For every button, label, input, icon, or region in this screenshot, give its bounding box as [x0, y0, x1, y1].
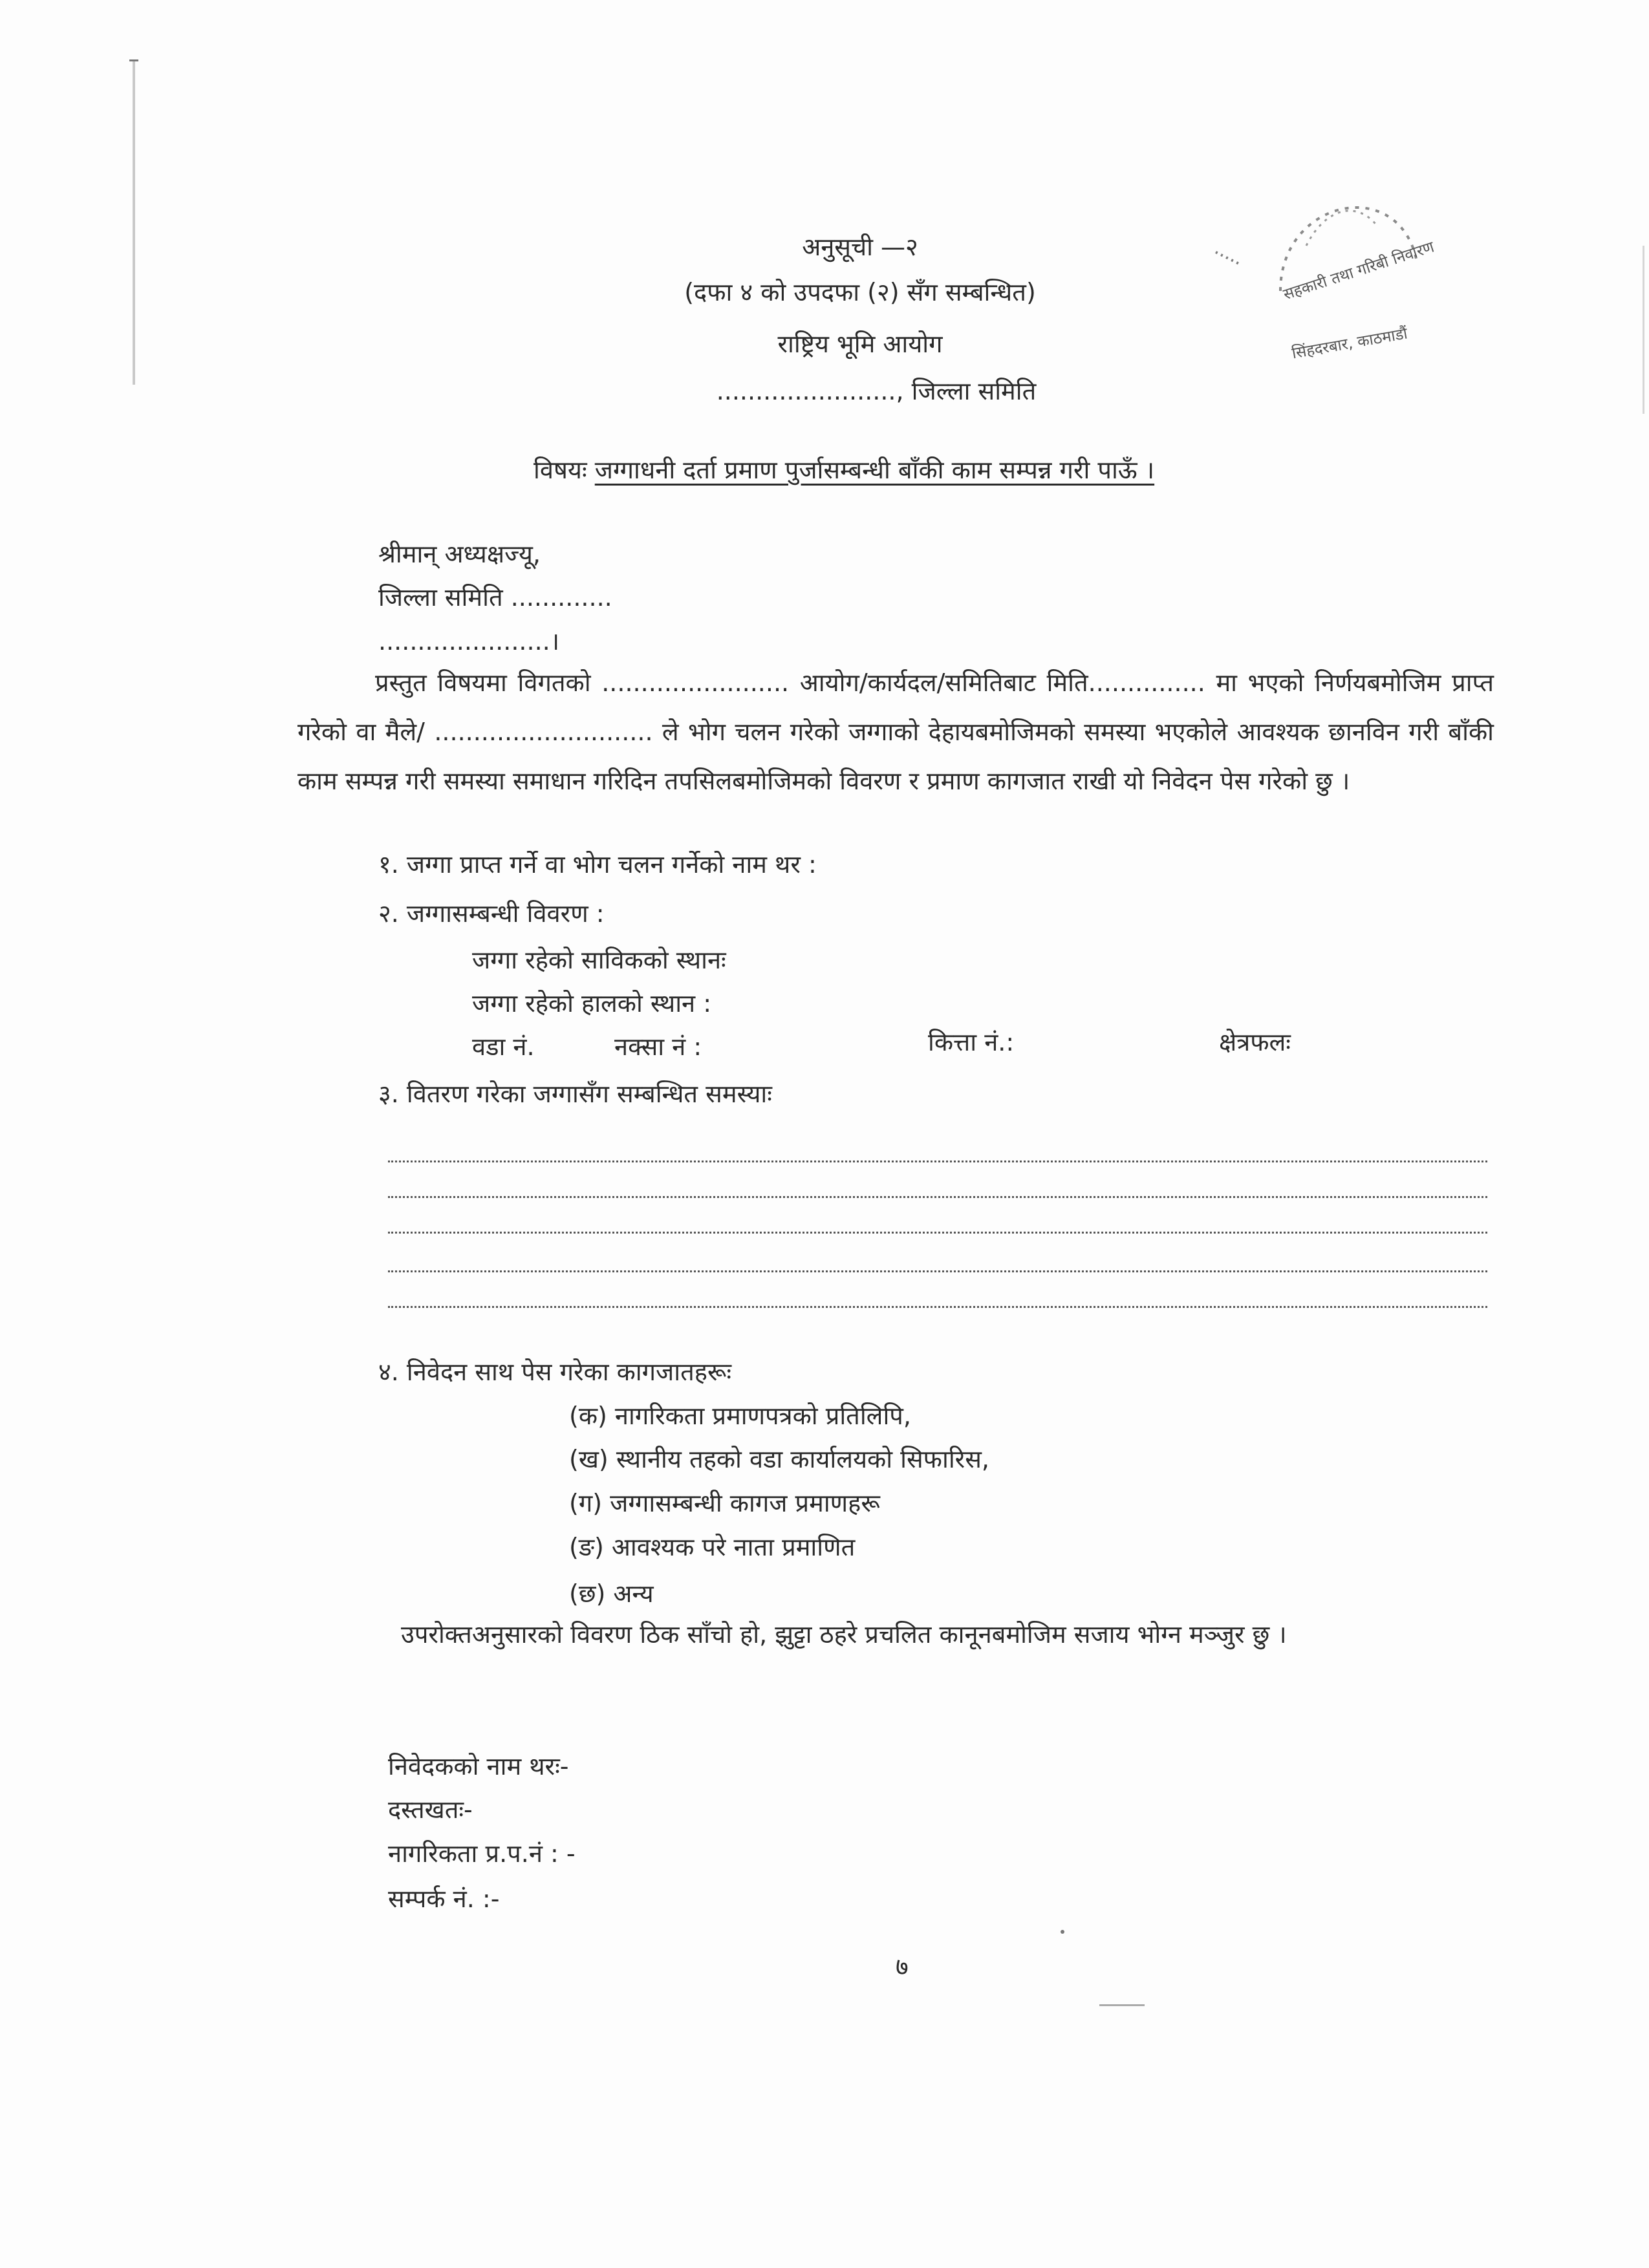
stamp-text-1: सहकारी तथा गरिबी निवारण: [1280, 237, 1437, 304]
blank-line: [388, 1232, 1487, 1234]
salutation: श्रीमान् अध्यक्षज्यू,: [378, 540, 541, 568]
subject-label: विषयः: [534, 456, 587, 484]
blank-line: [388, 1306, 1487, 1308]
page-number: ७: [896, 1952, 909, 1981]
subject-text: जग्गाधनी दर्ता प्रमाण पुर्जासम्बन्धी बाँकी काम सम्पन्न गरी पाऊँ ।: [594, 456, 1155, 484]
office-stamp: [1203, 149, 1474, 394]
blank-line: [388, 1270, 1487, 1272]
applicant-name: निवेदकको नाम थरः-: [388, 1752, 569, 1781]
ward-label: वडा नं.: [472, 1032, 535, 1061]
citizenship-number: नागरिकता प्र.प.नं : -: [388, 1839, 576, 1868]
item-2-former-location: जग्गा रहेको साविकको स्थानः: [472, 946, 726, 974]
declaration: उपरोक्तअनुसारको विवरण ठिक साँचो हो, झुट्टा ठहरे प्रचलित कानूनबमोजिम सजाय भोग्न मञ्जुर छु ।: [401, 1620, 1287, 1649]
address-committee: जिल्ला समिति .............: [378, 583, 612, 612]
blank-line: [388, 1196, 1487, 1198]
schedule-title: अनुसूची —२: [802, 233, 918, 261]
doc-item: (ग) जग्गासम्बन्धी कागज प्रमाणहरू: [569, 1489, 880, 1517]
map-label: नक्सा नं :: [614, 1032, 702, 1061]
schedule-reference: (दफा ४ को उपदफा (२) सँग सम्बन्धित): [684, 278, 1036, 306]
commission-name: राष्ट्रिय भूमि आयोग: [777, 330, 943, 358]
doc-item: (क) नागरिकता प्रमाणपत्रको प्रतिलिपि,: [569, 1402, 911, 1430]
plot-label: कित्ता नं.:: [928, 1028, 1015, 1056]
stamp-text-2: सिंहदरबार, काठमाडौं: [1290, 324, 1409, 363]
district-committee: ......................., जिल्ला समिति: [716, 377, 1037, 405]
item-1: १. जग्गा प्राप्त गर्ने वा भोग चलन गर्नेको नाम थर :: [378, 850, 817, 879]
blank-line: [388, 1161, 1487, 1162]
address-place: ......................।: [378, 627, 560, 656]
item-2-current-location: जग्गा रहेको हालको स्थान :: [472, 989, 712, 1018]
intro-paragraph: प्रस्तुत विषयमा विगतको ........................ आयोग/कार्यदल/समितिबाट मिति............... मा भएको निर्णयबमोजिम प्राप्त गरेको वा मैले/ ............................ ले भोग चलन गरेको जग्गाको देहायबमोजिमको समस्या भएकोले आवश्यक छानविन गरी बाँकी काम सम्पन्न गरी समस्या समाधान गरिदिन तपसिलबमोजिमको विवरण र प्रमाण कागजात राखी यो निवेदन पेस गरेको छु ।: [297, 669, 1494, 795]
item-2: २. जग्गासम्बन्धी विवरण :: [378, 899, 605, 928]
scan-speck: [1061, 1930, 1064, 1934]
scan-speck: [1099, 2004, 1145, 2006]
signature-label: दस्तखतः-: [388, 1795, 473, 1824]
item-3: ३. वितरण गरेका जग्गासँग सम्बन्धित समस्याः: [378, 1080, 772, 1108]
scan-mark: [129, 59, 138, 61]
item-4: ४. निवेदन साथ पेस गरेका कागजातहरूः: [378, 1358, 732, 1386]
doc-item: (ङ) आवश्यक परे नाता प्रमाणित: [569, 1533, 856, 1561]
doc-item: (ख) स्थानीय तहको वडा कार्यालयको सिफारिस,: [569, 1445, 989, 1473]
subject-line: [534, 453, 1154, 486]
area-label: क्षेत्रफलः: [1219, 1028, 1291, 1056]
contact-number: सम्पर्क नं. :-: [388, 1885, 500, 1913]
doc-item: (छ) अन्य: [569, 1579, 654, 1608]
